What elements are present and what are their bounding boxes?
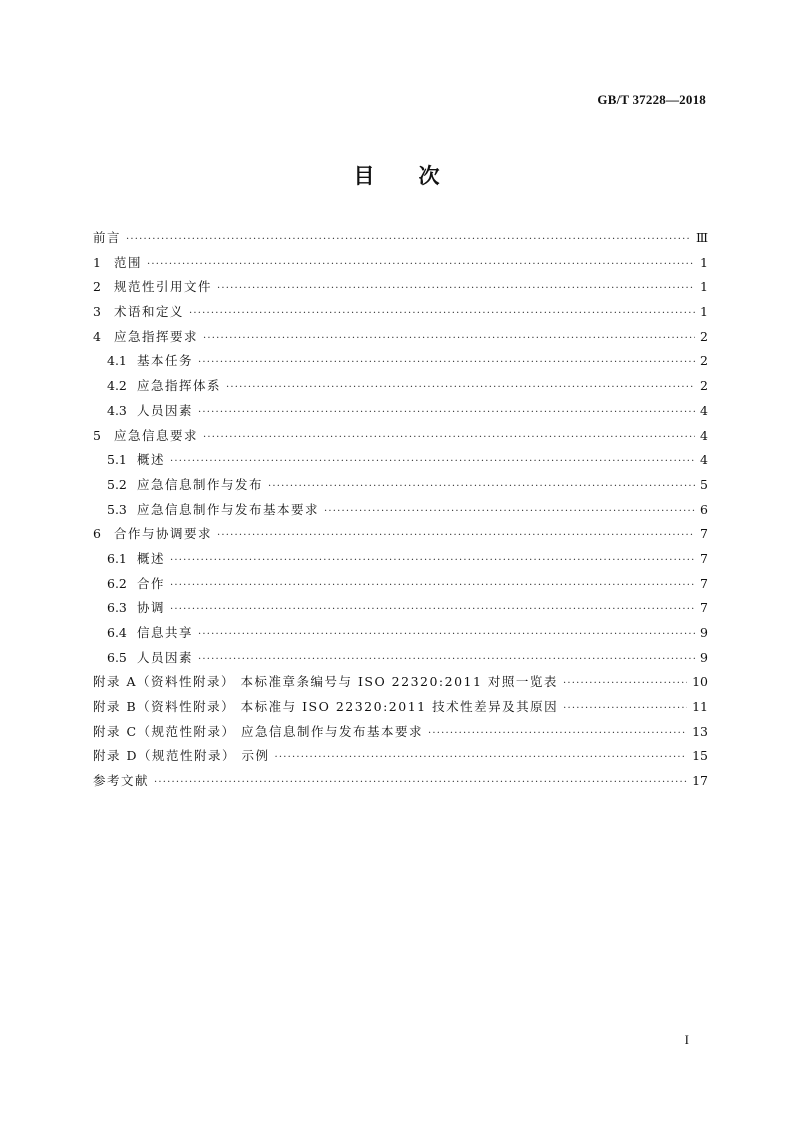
toc-entry-foreword[interactable]: [93, 228, 708, 253]
toc-entry-number: 1: [93, 254, 101, 270]
toc-entry-appendix-a[interactable]: [93, 672, 708, 697]
toc-entry-page: 2: [700, 328, 708, 344]
toc-entry-4-1[interactable]: [93, 351, 708, 376]
toc-entry-number: 6.5: [107, 649, 127, 665]
toc-entry-page: 6: [700, 501, 708, 517]
toc-entry-6-5[interactable]: [93, 648, 708, 673]
toc-entry-label: 应急信息制作与发布基本要求: [137, 501, 320, 517]
leader-dots: [203, 333, 695, 344]
toc-entry-3[interactable]: [93, 302, 708, 327]
toc-entry-page: 4: [700, 427, 708, 443]
toc-entry-label: 合作与协调要求: [114, 526, 213, 542]
toc-entry-number: 3: [93, 304, 101, 320]
toc-entry-1[interactable]: [93, 253, 708, 278]
toc-entry-page: 1: [700, 279, 708, 295]
toc-entry-label: 信息共享: [137, 625, 194, 640]
toc-entry-page: 11: [692, 699, 708, 715]
toc-entry-5[interactable]: [93, 426, 708, 451]
toc-entry-number: 6.1: [107, 550, 127, 566]
toc-entry-label: 附录 B（资料性附录） 本标准与 ISO 22320:2011 技术性差异及其原因: [93, 699, 559, 715]
toc-entry-number: 4.2: [107, 378, 127, 394]
leader-dots: [226, 382, 695, 393]
toc-entry-page: 2: [700, 353, 708, 369]
toc-entry-6-3[interactable]: [93, 598, 708, 623]
leader-dots: [217, 283, 695, 294]
table-of-contents: [93, 228, 708, 796]
toc-entry-6[interactable]: [93, 524, 708, 549]
toc-entry-label: 规范性引用文件: [114, 279, 213, 295]
toc-entry-page: Ⅲ: [695, 230, 708, 245]
toc-entry-label: 协调: [137, 600, 166, 616]
toc-entry-label: 应急指挥体系: [137, 378, 222, 394]
toc-entry-number: 2: [93, 279, 101, 295]
toc-entry-appendix-b[interactable]: [93, 697, 708, 722]
toc-entry-2[interactable]: [93, 277, 708, 302]
toc-entry-label: 术语和定义: [114, 304, 185, 320]
toc-entry-label: 范围: [114, 254, 143, 270]
page-title-char-1: 目: [353, 164, 375, 188]
toc-entry-label: 合作: [137, 575, 166, 591]
toc-entry-number: 6.3: [107, 600, 127, 616]
toc-entry-page: 7: [700, 575, 708, 591]
toc-entry-page: 9: [700, 625, 708, 640]
leader-dots: [198, 357, 695, 368]
page-title-char-2: 次: [418, 164, 440, 188]
leader-dots: [170, 580, 695, 591]
toc-entry-6-1[interactable]: [93, 549, 708, 574]
leader-dots: [170, 456, 695, 467]
toc-entry-label: 附录 C（规范性附录） 应急信息制作与发布基本要求: [93, 723, 424, 739]
leader-dots: [274, 752, 687, 763]
leader-dots: [189, 308, 695, 319]
toc-entry-page: 1: [700, 304, 708, 320]
toc-entry-label: 人员因素: [137, 649, 194, 665]
leader-dots: [170, 555, 695, 566]
toc-entry-4-3[interactable]: [93, 401, 708, 426]
leader-dots: [563, 703, 687, 714]
toc-entry-references[interactable]: [93, 771, 708, 796]
toc-entry-label: 参考文献: [93, 773, 150, 789]
toc-entry-appendix-c[interactable]: [93, 722, 708, 747]
toc-entry-page: 15: [692, 748, 708, 764]
toc-entry-label: 概述: [137, 550, 166, 566]
toc-entry-number: 6.2: [107, 575, 127, 591]
leader-dots: [198, 407, 695, 418]
toc-entry-page: 10: [692, 674, 708, 690]
toc-entry-page: 13: [692, 723, 708, 739]
toc-entry-label: 概述: [137, 452, 166, 468]
toc-entry-number: 5.3: [107, 501, 127, 517]
toc-entry-label: 应急指挥要求: [114, 328, 199, 344]
page-number: I: [684, 1032, 689, 1047]
toc-entry-appendix-d[interactable]: [93, 746, 708, 771]
toc-entry-page: 4: [700, 452, 708, 468]
toc-entry-number: 4: [93, 328, 101, 344]
leader-dots: [217, 530, 695, 541]
leader-dots: [268, 481, 695, 492]
toc-entry-number: 6.4: [107, 625, 127, 640]
toc-entry-page: 2: [700, 378, 708, 394]
toc-entry-label: 附录 A（资料性附录） 本标准章条编号与 ISO 22320:2011 对照一览表: [93, 674, 558, 690]
toc-entry-label: 应急信息要求: [114, 427, 199, 443]
toc-entry-page: 1: [700, 254, 708, 270]
toc-entry-6-2[interactable]: [93, 574, 708, 599]
toc-entry-label: 应急信息制作与发布: [137, 476, 264, 492]
toc-entry-number: 5.2: [107, 476, 127, 492]
toc-entry-page: 9: [700, 649, 708, 665]
toc-entry-label: 基本任务: [137, 353, 194, 369]
page-title: [0, 160, 793, 190]
leader-dots: [203, 432, 695, 443]
toc-entry-6-4[interactable]: [93, 623, 708, 648]
toc-entry-5-2[interactable]: [93, 475, 708, 500]
leader-dots: [147, 259, 695, 270]
toc-entry-page: 7: [700, 526, 708, 542]
toc-entry-page: 4: [700, 402, 708, 418]
toc-entry-5-1[interactable]: [93, 450, 708, 475]
leader-dots: [126, 234, 691, 245]
leader-dots: [428, 728, 687, 739]
leader-dots: [198, 654, 695, 665]
toc-entry-page: 7: [700, 550, 708, 566]
leader-dots: [324, 506, 695, 517]
toc-entry-page: 7: [700, 600, 708, 616]
toc-entry-label: 人员因素: [137, 402, 194, 418]
toc-entry-page: 17: [692, 773, 708, 789]
toc-entry-number: 4.1: [107, 353, 127, 369]
leader-dots: [198, 629, 695, 640]
toc-entry-number: 6: [93, 526, 101, 542]
toc-entry-number: 4.3: [107, 402, 127, 418]
leader-dots: [563, 678, 687, 689]
toc-entry-label: 前言: [93, 230, 122, 245]
toc-entry-4-2[interactable]: [93, 376, 708, 401]
leader-dots: [154, 777, 687, 788]
toc-entry-label: 附录 D（规范性附录） 示例: [93, 748, 270, 764]
toc-entry-number: 5.1: [107, 452, 127, 468]
standard-code: GB/T 37228—2018: [597, 92, 706, 107]
toc-entry-number: 5: [93, 427, 101, 443]
leader-dots: [170, 604, 695, 615]
toc-entry-5-3[interactable]: [93, 500, 708, 525]
toc-entry-4[interactable]: [93, 327, 708, 352]
toc-entry-page: 5: [700, 476, 708, 492]
